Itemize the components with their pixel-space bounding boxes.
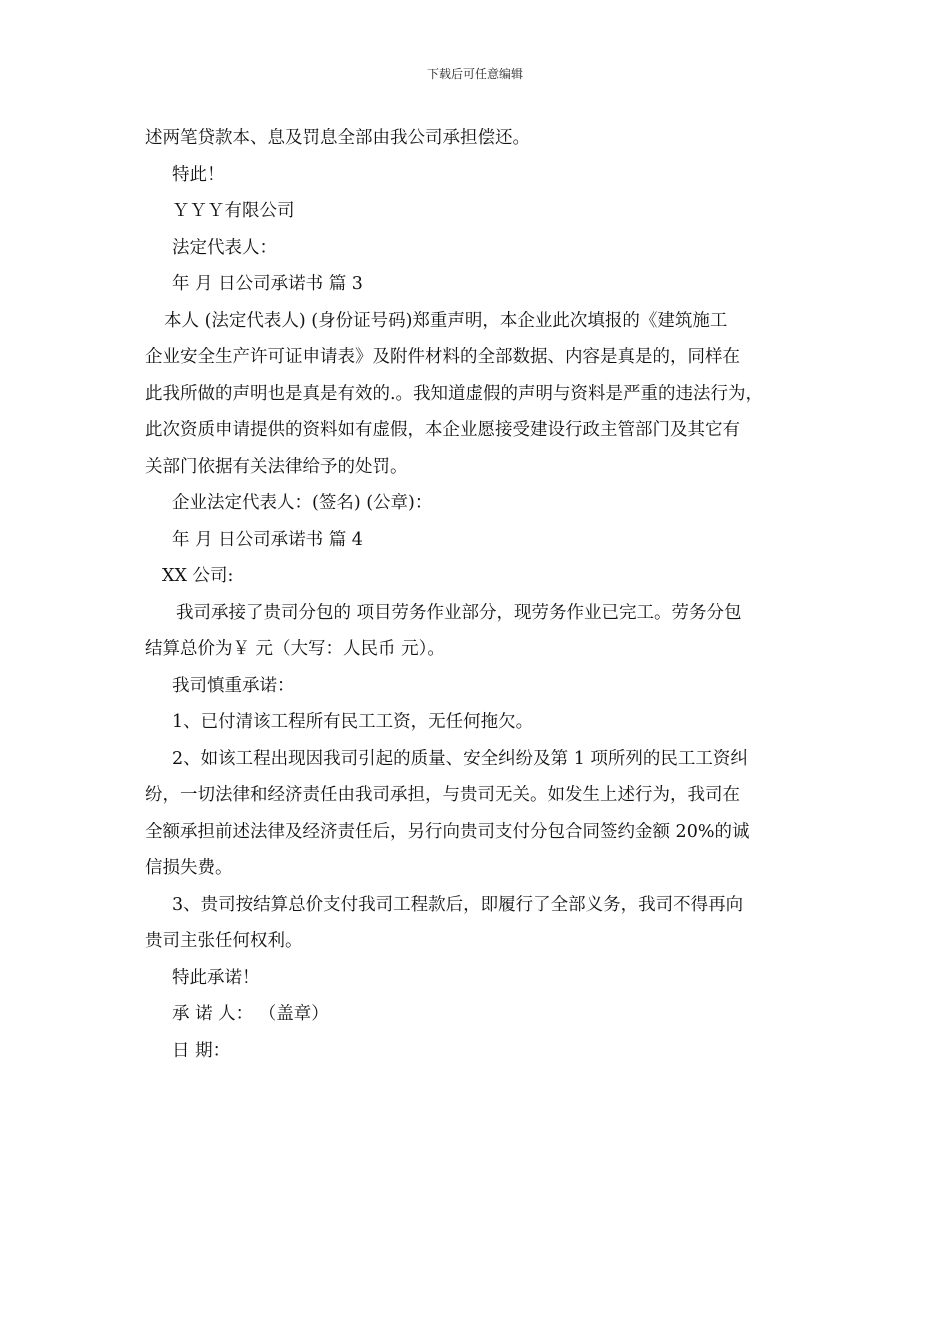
section-heading: 年 月 日公司承诺书 篇 3 <box>172 274 363 294</box>
paragraph-line: 企业安全生产许可证申请表》及附件材料的全部数据、内容是真是的，同样在 <box>145 347 740 367</box>
paragraph-line: 关部门依据有关法律给予的处罚。 <box>145 456 408 477</box>
list-item: 3、贵司按结算总价支付我司工程款后，即履行了全部义务，我司不得再向 <box>172 894 744 915</box>
list-item: 1、已付清该工程所有民工工资，无任何拖欠。 <box>172 712 534 732</box>
paragraph-line: 本人 (法定代表人) (身份证号码)郑重声明，本企业此次填报的《建筑施工 <box>164 310 728 331</box>
paragraph-line: 此次资质申请提供的资料如有虚假，本企业愿接受建设行政主管部门及其它有 <box>145 420 740 440</box>
paragraph-line: 述两笔贷款本、息及罚息全部由我公司承担偿还。 <box>145 128 530 148</box>
paragraph-line: 贵司主张任何权利。 <box>145 931 303 951</box>
company-name: ＹＹＹ有限公司 <box>172 201 295 221</box>
section-heading: 年 月 日公司承诺书 篇 4 <box>172 529 363 550</box>
closing-line: 特此！ <box>172 164 225 185</box>
paragraph-line: 信损失费。 <box>145 858 233 878</box>
document-body <box>145 120 815 1069</box>
addressee: XX 公司: <box>162 566 234 586</box>
paragraph-line: 纷，一切法律和经济责任由我司承担，与贵司无关。如发生上述行为，我司在 <box>145 785 740 805</box>
paragraph-line: 我司慎重承诺： <box>172 675 295 696</box>
paragraph-line: 此我所做的声明也是真是有效的.。我知道虚假的声明与资料是严重的违法行为， <box>145 383 764 404</box>
legal-representative-label: 法定代表人： <box>172 237 277 258</box>
closing-line: 特此承诺！ <box>172 967 260 988</box>
promisor-label: 承 诺 人： （盖章） <box>172 1004 329 1024</box>
page-header-note: 下载后可任意编辑 <box>426 67 523 81</box>
signature-label: 企业法定代表人：(签名) (公章)： <box>172 493 433 513</box>
paragraph-line: 结算总价为￥ 元（大写：人民币 元）。 <box>145 639 445 659</box>
date-label: 日 期： <box>172 1040 231 1061</box>
list-item: 2、如该工程出现因我司引起的质量、安全纠纷及第 1 项所列的民工工资纠 <box>172 748 748 769</box>
paragraph-line: 我司承接了贵司分包的 项目劳务作业部分，现劳务作业已完工。劳务分包 <box>176 602 742 623</box>
paragraph-line: 全额承担前述法律及经济责任后，另行向贵司支付分包合同签约金额 20%的诚 <box>145 821 750 842</box>
